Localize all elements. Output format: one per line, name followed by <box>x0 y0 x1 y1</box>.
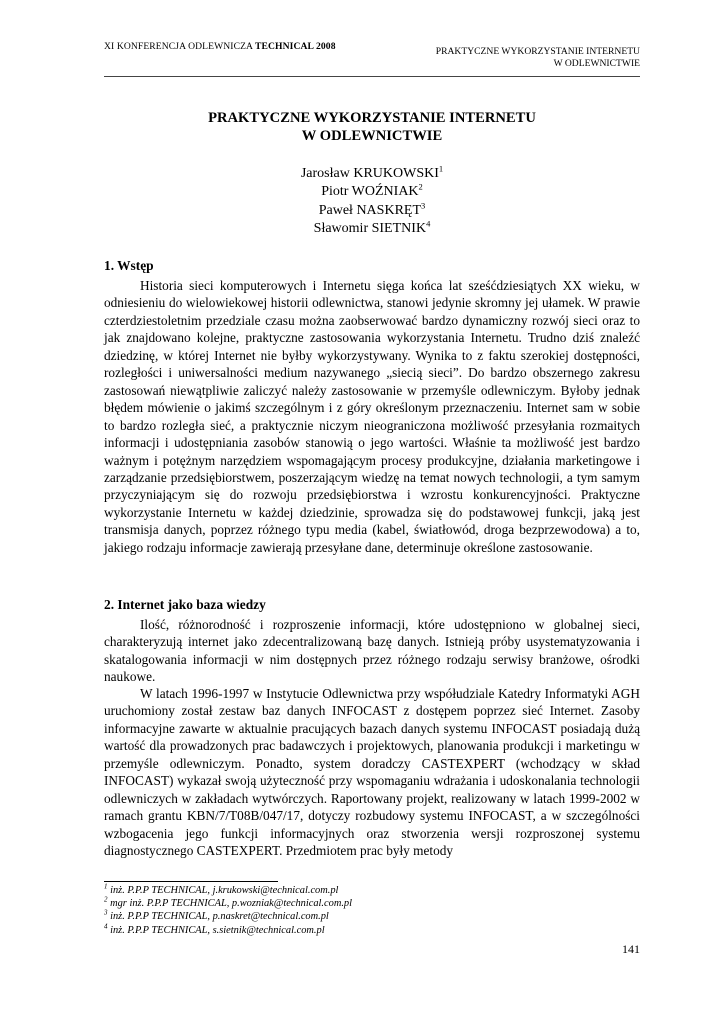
section-heading: 1. Wstęp <box>104 258 154 273</box>
title-line2: W ODLEWNICTWIE <box>301 128 443 144</box>
body-paragraph: W latach 1996-1997 w Instytucie Odlewnictwa przy współudziale Katedry Informatyki AGH uruchomiony został zestaw baz danych INFOCAST z dostępem poprzez sieć Internet. Zasoby informacyjne zawarte w aktualnie pracujących bazach danych systemu INFOCAST posiadają dużą wartość dla prowadzonych prac badawczych i projektowych, planowania produkcji i marketingu w przemyśle odlewniczym. Ponadto, system doradczy CASTEXPERT (wchodzący w skład INFOCAST) wykazał swoją użyteczność przy wspomaganiu wdrażania i udoskonalania technologii odlewniczych w zakładach wytwórczych. Raportowany projekt, realizowany w latach 1999-2002 w ramach grantu KBN/7/T08B/047/17, dotyczy rozbudowy systemu INFOCAST, a w szczególności wzbogacenia jego funkcji informacyjnych oraz stworzenia wersji rozproszonej systemu diagnostycznego CASTEXPERT. Przedmiotem prac były metody <box>104 686 640 859</box>
paper-title <box>104 109 640 145</box>
author <box>104 165 640 183</box>
author-ref: 2 <box>418 181 423 192</box>
author-list <box>104 165 640 239</box>
footnote-text: inż. P.P.P TECHNICAL, s.sietnik@technical.com.pl <box>107 924 325 936</box>
body-paragraph: Ilość, różnorodność i rozproszenie informacji, które udostępniono w globalnej sieci, charakteryzują internet jako zdecentralizowaną bazę danych. Istnieją próby usystematyzowania i skatalogowania informacji w nim dostępnych przez różnego rodzaju serwisy branżowe, ośrodki naukowe. <box>104 617 640 685</box>
author <box>104 220 640 238</box>
header-rule <box>104 76 640 77</box>
footnote-ref: 4 <box>104 922 108 931</box>
footnote <box>104 884 352 897</box>
running-header-right <box>436 46 640 70</box>
running-header-left <box>104 41 336 52</box>
footnote-text: inż. P.P.P TECHNICAL, p.naskret@technical.com.pl <box>107 911 329 923</box>
author <box>104 183 640 201</box>
footnote-rule <box>104 881 278 882</box>
footnote-text: mgr inż. P.P.P TECHNICAL, p.wozniak@technical.com.pl <box>107 898 353 910</box>
author-ref: 3 <box>421 200 426 211</box>
running-title-line2: W ODLEWNICTWIE <box>553 58 640 69</box>
author-name: Piotr WOŹNIAK <box>321 184 419 200</box>
footnote <box>104 924 352 937</box>
body-paragraph: Historia sieci komputerowych i Internetu sięga końca lat sześćdziesiątych XX wieku, w odniesieniu do wielowiekowej historii odlewnictwa, stanowi jedynie skromny jej ułamek. W prawie czterdziestoletnim przedziale czasu można zaobserwować bardzo dynamiczny rozwój sieci oraz to jak znajdowano kolejne, praktyczne zastosowania wykorzystania Internetu. Trudno dziś znaleźć dziedzinę, w której Internet nie byłby wykorzystywany. Wynika to z faktu szerokiej dostępności, rozległości i uniwersalności medium nazywanego „siecią sieci”. Do bardzo obszernego zakresu zastosowań niewątpliwie zaliczyć należy zastosowanie w przemyśle odlewniczym. Byłoby jednak błędem mówienie o jakimś szczególnym i z góry określonym przeznaczeniu. Internet sam w sobie to bardzo rozległa sieć, a praktycznie niczym nieograniczona możliwość przesyłania rozmaitych informacji i udostępniania zasobów stanowią o jego wartości. Właśnie ta możliwość jest bardzo ważnym i potężnym narzędziem wspomagającym procesy produkcyjne, działania marketingowe i zarządzanie przedsiębiorstwem, poszerzającym wiedzę na temat nowych technologii, a tym samym przyczyniającym się do rozwoju przedsiębiorstwa i wzrostu konkurencyjności. Praktyczne wykorzystanie Internetu w każdej dziedzinie, sprowadza się do podstawowej funkcji, jaką jest transmisja danych, poprzez różnego typu media (kabel, światłowód, droga bezprzewodowa) a to, jakiego rodzaju informacje zawierają przesyłane dane, determinuje określone zastosowanie. <box>104 278 640 555</box>
footnotes <box>104 884 352 937</box>
footnote-text: inż. P.P.P TECHNICAL, j.krukowski@technical.com.pl <box>107 885 339 896</box>
author-ref: 1 <box>438 163 444 174</box>
footnote <box>104 910 352 923</box>
author-name: Sławomir SIETNIK <box>313 221 427 237</box>
page-number: 141 <box>622 942 640 956</box>
author <box>104 202 640 220</box>
author-ref: 4 <box>426 218 431 229</box>
conference-event: TECHNICAL 2008 <box>255 41 336 52</box>
footnote <box>104 897 352 910</box>
conference-name: XI KONFERENCJA ODLEWNICZA <box>104 41 256 52</box>
author-name: Jarosław KRUKOWSKI <box>300 166 439 181</box>
author-name: Paweł NASKRĘT <box>318 202 422 218</box>
footnote-ref: 3 <box>104 908 108 917</box>
section-heading: 2. Internet jako baza wiedzy <box>104 597 266 612</box>
running-title-line1: PRAKTYCZNE WYKORZYSTANIE INTERNETU <box>435 46 640 57</box>
footnote-ref: 1 <box>104 882 108 891</box>
footnote-ref: 2 <box>104 895 108 904</box>
title-line1: PRAKTYCZNE WYKORZYSTANIE INTERNETU <box>208 110 536 126</box>
